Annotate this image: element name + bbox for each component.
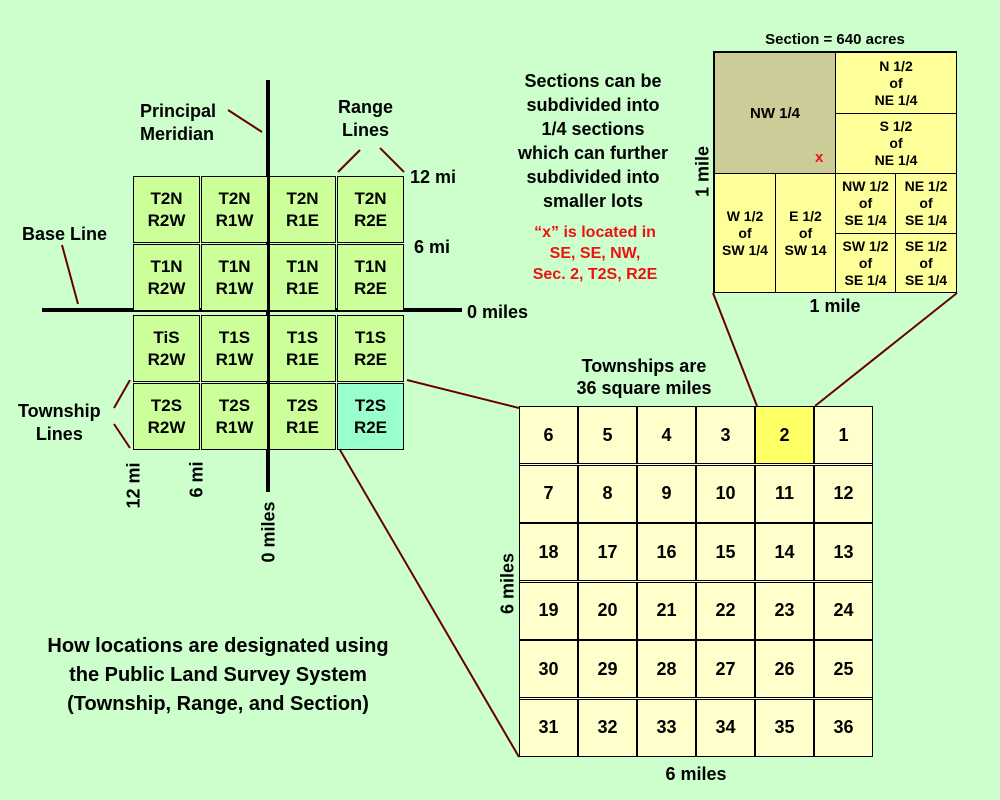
township-cell [201,176,268,243]
township-cell [133,244,200,311]
section-cell: 29 [578,640,637,698]
township-pointer-bottom [114,424,130,448]
zoom-line-township-top [407,380,519,408]
base-line-label: Base Line [22,224,108,244]
township-label: T2S [286,395,319,415]
township-label: T1N [286,256,319,276]
township-label: T2N [354,188,387,208]
township-cell [337,383,404,450]
range-label: R2W [147,417,186,437]
township-label: T1N [354,256,387,276]
township-cell [337,176,404,243]
township-label: T1N [218,256,251,276]
ne-half-se-quarter: NE 1/2 of SE 1/4 [895,173,957,234]
township-label: T2N [286,188,319,208]
range-label: R2E [353,417,388,437]
nw-quarter [714,52,836,174]
range-pointer-right [380,148,404,172]
n-half-ne-quarter: N 1/2 of NE 1/4 [835,52,957,114]
sections-axis-left: 6 miles [497,552,518,615]
section-cell: 12 [814,465,873,523]
section-cell: 1 [814,406,873,464]
section-cell: 10 [696,465,755,523]
range-lines-label: Range Lines [338,97,394,140]
section-cell: 33 [637,699,696,757]
base-line-pointer [62,245,78,304]
nw-half-se-quarter: NW 1/2 of SE 1/4 [835,173,896,234]
section-cell: 7 [519,465,578,523]
sections-caption: Townships are 36 square miles [576,356,712,398]
township-cell [133,176,200,243]
township-cell [201,383,268,450]
section-cell: 22 [696,582,755,640]
township-cell [201,315,268,382]
township-label: T2S [218,395,251,415]
section-cell: 4 [637,406,696,464]
range-label: R1E [285,417,320,437]
section-cell: 5 [578,406,637,464]
township-label: T2S [354,395,387,415]
section-cell: 11 [755,465,814,523]
section-cell: 23 [755,582,814,640]
township-label: T2S [150,395,183,415]
distance-12mi-left: 12 mi [123,462,144,509]
township-label: T1S [354,327,387,347]
township-label: T1N [150,256,183,276]
township-label: TiS [153,327,180,347]
subdivision-explanation: Sections can be subdivided into 1/4 sections which can further subdivided into smaller lots [517,71,669,211]
range-label: R2W [147,349,186,369]
township-grid [133,176,405,449]
range-label: R2E [353,278,388,298]
township-label: T2N [218,188,251,208]
section-cell: 2 [755,406,814,464]
township-cell [269,315,336,382]
section-detail [713,51,957,293]
section-cell: 27 [696,640,755,698]
township-cell [269,176,336,243]
section-cell: 34 [696,699,755,757]
section-cell: 21 [637,582,696,640]
township-cell [201,244,268,311]
township-label: T1S [218,327,251,347]
township-cell [269,244,336,311]
distance-6mi-right: 6 mi [414,237,451,257]
principal-meridian-label: Principal Meridian [140,101,217,144]
township-label: T1S [286,327,319,347]
section-cell: 25 [814,640,873,698]
range-label: R2E [353,210,388,230]
section-cell: 18 [519,523,578,581]
section-detail-title: Section = 640 acres [765,31,905,48]
range-label: R1E [285,278,320,298]
township-cell [269,383,336,450]
e-half-sw-quarter: E 1/2 of SW 14 [775,173,836,293]
township-cell [337,315,404,382]
range-label: R1E [285,349,320,369]
township-cell [133,315,200,382]
section-cell: 35 [755,699,814,757]
section-cell: 16 [637,523,696,581]
section-cell: 6 [519,406,578,464]
range-label: R1W [215,417,254,437]
range-label: R1W [215,278,254,298]
range-label: R2W [147,278,186,298]
nw-quarter-label: NW 1/4 [749,104,800,122]
section-cell: 13 [814,523,873,581]
meridian-pointer [228,110,262,132]
distance-6mi-left: 6 mi [186,461,207,498]
diagram-caption: How locations are designated using the Public Land Survey System (Township, Range, and Section) [47,635,389,715]
section-cell: 20 [578,582,637,640]
township-label: T2N [150,188,183,208]
w-half-sw-quarter: W 1/2 of SW 1/4 [714,173,776,293]
section-cell: 15 [696,523,755,581]
x-location-note: “x” is located in SE, SE, NW, Sec. 2, T2S, R2E [532,224,658,283]
section-cell: 17 [578,523,637,581]
township-cell [133,383,200,450]
section-axis-bottom: 1 mile [809,296,861,316]
section-cell: 28 [637,640,696,698]
section-cell: 9 [637,465,696,523]
section-cell: 32 [578,699,637,757]
range-pointer-left [338,150,360,172]
township-lines-label: Township Lines [18,401,101,444]
section-cell: 3 [696,406,755,464]
zero-miles-right: 0 miles [467,302,529,322]
range-label: R1E [285,210,320,230]
section-cell: 24 [814,582,873,640]
sections-grid [519,406,873,757]
section-cell: 8 [578,465,637,523]
sections-axis-bottom: 6 miles [665,764,727,784]
section-cell: 31 [519,699,578,757]
section-cell: 26 [755,640,814,698]
section-cell: 19 [519,582,578,640]
zero-miles-bottom: 0 miles [258,501,279,563]
range-label: R2W [147,210,186,230]
section-cell: 36 [814,699,873,757]
section-cell: 14 [755,523,814,581]
distance-12mi-top: 12 mi [410,167,457,187]
s-half-ne-quarter: S 1/2 of NE 1/4 [835,113,957,174]
range-label: R1W [215,349,254,369]
range-label: R1W [215,210,254,230]
section-cell: 30 [519,640,578,698]
township-pointer-top [114,380,130,408]
township-cell [337,244,404,311]
section-axis-left: 1 mile [692,145,713,198]
se-half-se-quarter: SE 1/2 of SE 1/4 [895,233,957,293]
range-label: R2E [353,349,388,369]
sw-half-se-quarter: SW 1/2 of SE 1/4 [835,233,896,293]
x-marker: x [815,149,824,166]
